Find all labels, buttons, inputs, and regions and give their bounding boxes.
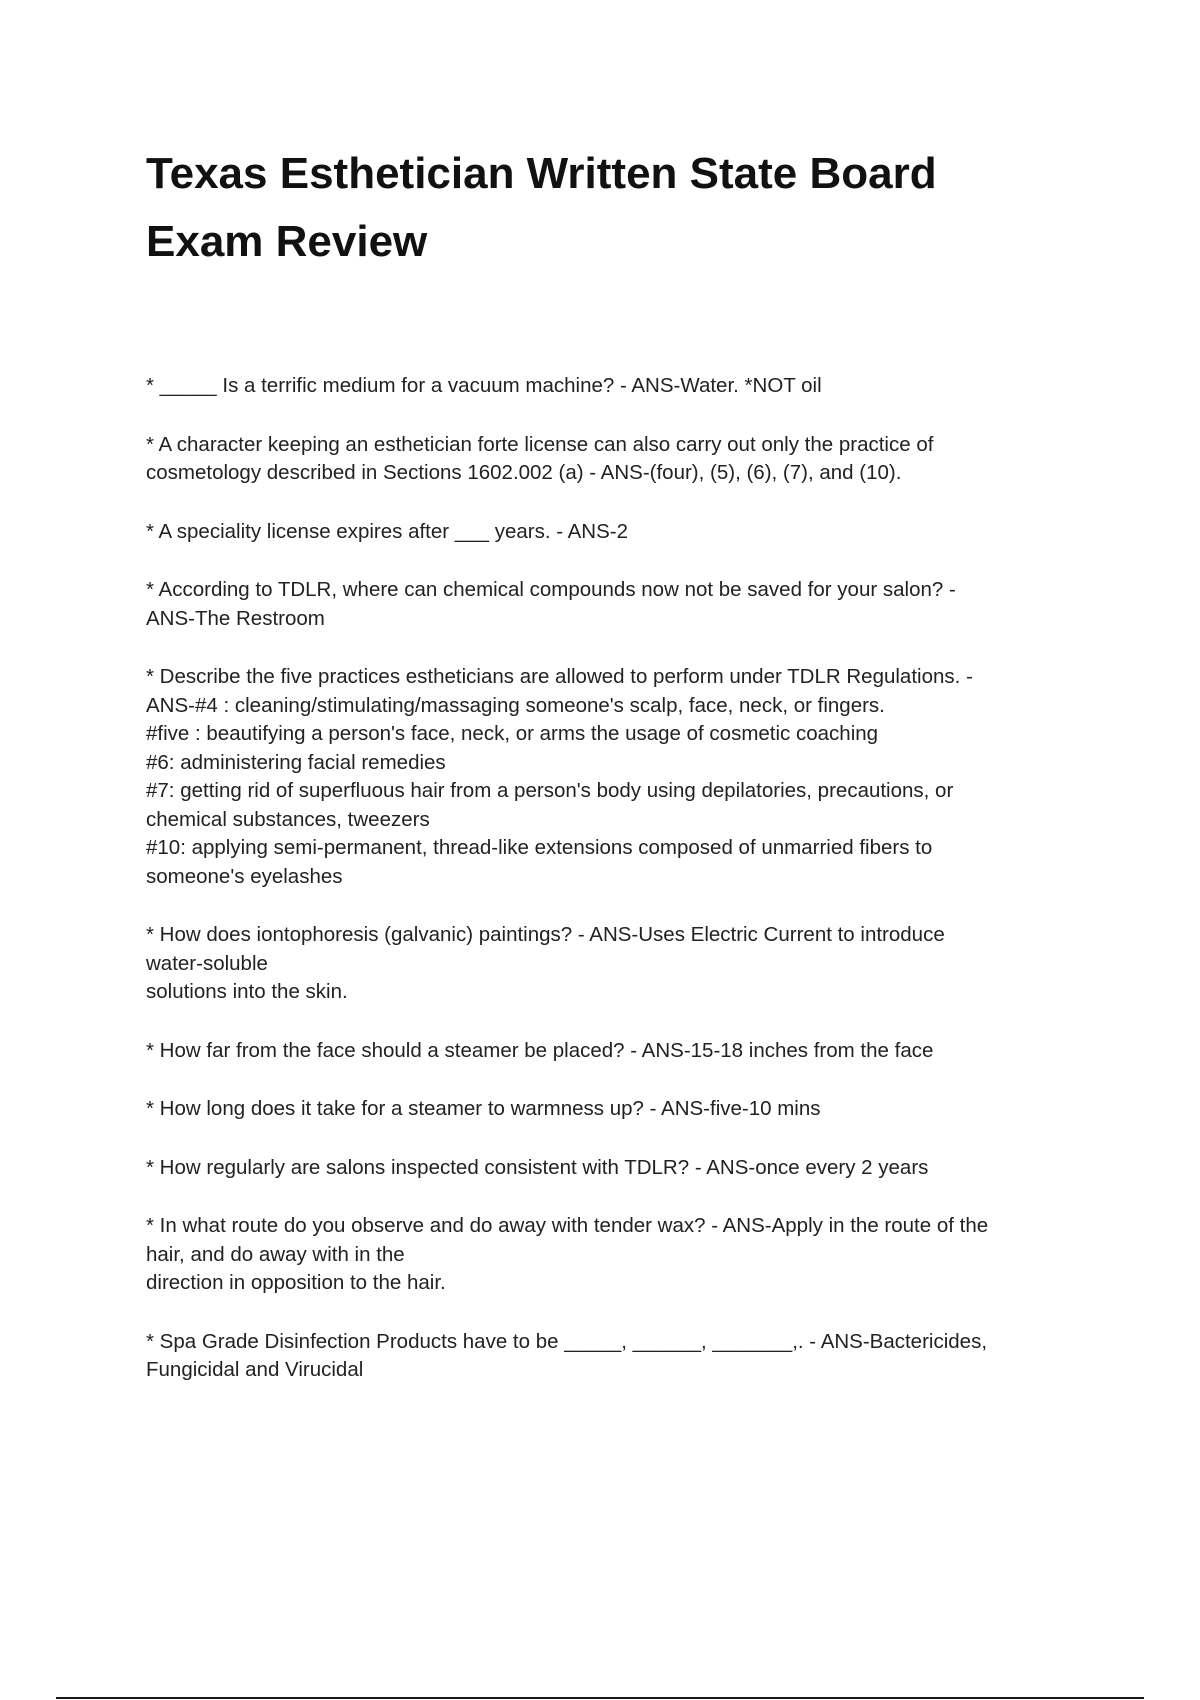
qa-text-line: Fungicidal and Virucidal (146, 1358, 364, 1381)
qa-item (146, 1328, 1066, 1385)
qa-item (146, 431, 1066, 488)
qa-text-line: #five : beautifying a person's face, neck, or arms the usage of cosmetic coaching (146, 722, 879, 745)
title-line-1: Texas Esthetician Written State Board (146, 149, 937, 198)
qa-item (146, 1095, 1066, 1124)
qa-text-line: * A speciality license expires after ___ years. - ANS-2 (146, 519, 628, 543)
qa-text-line: * A character keeping an esthetician forte license can also carry out only the practice of (146, 432, 934, 456)
qa-text-line: * How long does it take for a steamer to warmness up? - ANS-five-10 mins (146, 1097, 821, 1120)
qa-text-line: chemical substances, tweezers (146, 807, 430, 831)
qa-item (146, 1154, 1066, 1183)
qa-item (146, 1212, 1066, 1298)
qa-item (146, 372, 1066, 401)
title-line-2: Exam Review (146, 217, 428, 266)
qa-text-line: solutions into the skin. (146, 980, 348, 1003)
qa-text-line: #10: applying semi-permanent, thread-like extensions composed of unmarried fibers to (146, 836, 933, 859)
qa-text-line: cosmetology described in Sections 1602.002 (a) - ANS-(four), (5), (6), (7), and (10). (146, 461, 902, 484)
qa-item (146, 921, 1066, 1007)
qa-text-line: * According to TDLR, where can chemical compounds now not be saved for your salon? - (146, 578, 956, 601)
qa-text-line: * Spa Grade Disinfection Products have to be _____, ______, _______,. - ANS-Bactericides, (146, 1329, 988, 1353)
qa-text-line: * _____ Is a terrific medium for a vacuum machine? - ANS-Water. *NOT oil (146, 374, 822, 397)
qa-text-line: * How far from the face should a steamer be placed? - ANS-15-18 inches from the face (146, 1038, 934, 1062)
qa-text-line: * Describe the five practices estheticians are allowed to perform under TDLR Regulations. - (146, 665, 973, 688)
qa-list (146, 372, 1066, 1415)
qa-text-line: water-soluble (146, 951, 268, 975)
qa-item (146, 663, 1066, 891)
qa-text-line: #6: administering facial remedies (146, 750, 446, 774)
qa-item (146, 518, 1066, 547)
qa-item (146, 1037, 1066, 1066)
qa-text-line: direction in opposition to the hair. (146, 1271, 446, 1294)
page-divider (56, 1697, 1144, 1699)
qa-item (146, 576, 1066, 633)
qa-text-line: someone's eyelashes (146, 864, 343, 888)
qa-text-line: * How regularly are salons inspected consistent with TDLR? - ANS-once every 2 years (146, 1155, 929, 1179)
qa-text-line: hair, and do away with in the (146, 1242, 405, 1266)
qa-text-line: * How does iontophoresis (galvanic) paintings? - ANS-Uses Electric Current to introduce (146, 923, 945, 946)
qa-text-line: ANS-The Restroom (146, 606, 325, 630)
page-title (146, 140, 1086, 276)
qa-text-line: #7: getting rid of superfluous hair from a person's body using depilatories, precautions, or (146, 779, 954, 802)
qa-text-line: * In what route do you observe and do away with tender wax? - ANS-Apply in the route of the (146, 1214, 989, 1237)
qa-text-line: ANS-#4 : cleaning/stimulating/massaging someone's scalp, face, neck, or fingers. (146, 693, 885, 717)
